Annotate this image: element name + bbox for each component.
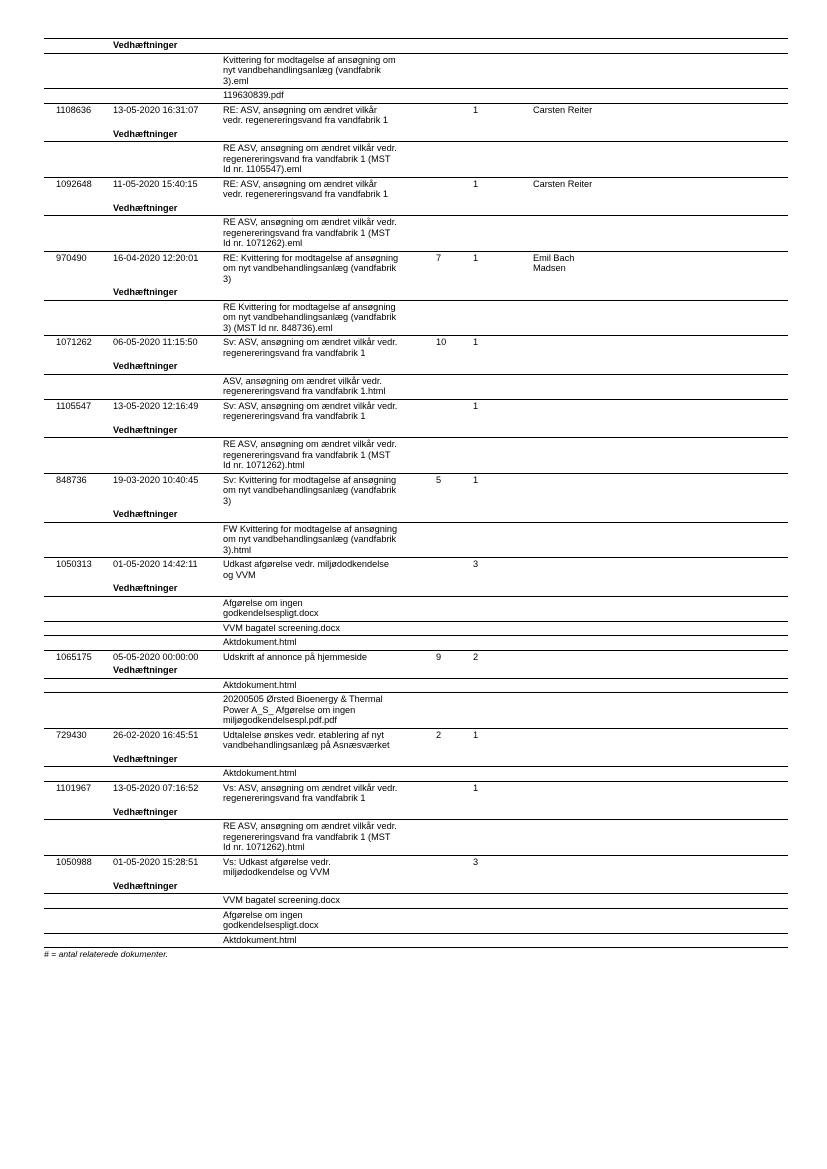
attachment-name-line: 20200505 Ørsted Bioenergy & Thermal: [223, 694, 383, 704]
record-subject: [223, 105, 388, 126]
record-subject-line: Vs: ASV, ansøgning om ændret vilkår vedr.: [223, 782, 398, 793]
attachment-name-line: Id nr. 1071262).html: [223, 460, 305, 470]
attachment-name: [223, 935, 297, 946]
attachment-name-line: 3).eml: [223, 75, 249, 86]
record-subject-line: Sv: ASV, ansøgning om ændret vilkår vedr.: [223, 337, 398, 347]
record-subject-line: RE: ASV, ansøgning om ændret vilkår: [223, 104, 377, 115]
record-id: 1065175: [56, 651, 92, 662]
record-date: 05-05-2020 00:00:00: [113, 651, 199, 662]
attachment-row: [44, 597, 788, 622]
record-row: [44, 729, 788, 753]
attachments-label: Vedhæftninger: [113, 583, 178, 593]
attachment-row: [44, 216, 788, 252]
record-subject: [223, 730, 390, 751]
record-subject-line: RE: Kvittering for modtagelse af ansøgning: [223, 252, 399, 263]
record-subject: [223, 857, 331, 878]
attachments-header-row: [44, 753, 788, 768]
attachment-row: [44, 142, 788, 178]
record-count-b: 1: [473, 178, 479, 189]
attachments-label: Vedhæftninger: [113, 880, 178, 891]
attachment-name-line: VVM bagatel screening.docx: [223, 895, 340, 905]
attachment-name-line: Aktdokument.html: [223, 637, 297, 647]
attachment-name-line: VVM bagatel screening.docx: [223, 622, 340, 633]
attachments-header-row: [44, 664, 788, 679]
attachment-name-line: Power A_S_ Afgørelse om ingen: [223, 704, 356, 715]
record-id: 970490: [56, 252, 87, 263]
record-count-a: 9: [436, 651, 442, 662]
record-row: [44, 558, 788, 582]
attachment-name-line: Aktdokument.html: [223, 679, 297, 690]
attachments-header-row: [44, 880, 788, 895]
record-count-b: 1: [473, 474, 479, 485]
attachment-name-line: nyt vandbehandlingsanlæg (vandfabrik: [223, 65, 381, 75]
attachment-name-line: ASV, ansøgning om ændret vilkår vedr.: [223, 375, 382, 386]
attachments-label: Vedhæftninger: [113, 202, 178, 213]
record-subject: [223, 401, 397, 422]
attachment-row: [44, 909, 788, 934]
record-count-b: 1: [473, 782, 479, 793]
record-subject-line: om nyt vandbehandlingsanlæg (vandfabrik: [223, 263, 397, 273]
record-name: [533, 179, 592, 190]
attachment-row: [44, 820, 788, 856]
attachment-name: [223, 524, 397, 556]
attachment-name-line: RE ASV, ansøgning om ændret vilkår vedr.: [223, 821, 397, 831]
attachment-name-line: Id nr. 1071262).eml: [223, 238, 303, 248]
attachments-label: Vedhæftninger: [113, 753, 178, 764]
attachment-name-line: regenereringsvand fra vandfabrik 1 (MST: [223, 831, 391, 842]
record-count-b: 3: [473, 856, 479, 867]
attachment-row: [44, 679, 788, 694]
attachment-name-line: 3).html: [223, 544, 252, 555]
record-name-line: Emil Bach: [533, 252, 575, 263]
record-count-b: 3: [473, 559, 479, 569]
record-subject-line: Vs: Udkast afgørelse vedr.: [223, 856, 331, 867]
attachment-name-line: regenereringsvand fra vandfabrik 1 (MST: [223, 449, 391, 460]
attachment-row: [44, 636, 788, 651]
attachments-header-row: [44, 360, 788, 375]
record-date: 06-05-2020 11:15:50: [113, 337, 198, 347]
record-row: [44, 104, 788, 128]
attachment-name: [223, 217, 397, 249]
record-date: 26-02-2020 16:45:51: [113, 729, 199, 740]
attachment-name: [223, 302, 396, 334]
record-count-b: 2: [473, 651, 479, 662]
record-date: 16-04-2020 12:20:01: [113, 252, 199, 263]
attachment-name: [223, 376, 385, 397]
record-subject-line: Udskrift af annonce på hjemmeside: [223, 651, 368, 662]
attachments-header-row: [44, 38, 788, 54]
record-subject: [223, 179, 388, 200]
attachment-name-line: regenereringsvand fra vandfabrik 1 (MST: [223, 153, 391, 164]
record-count-b: 1: [473, 252, 479, 263]
attachments-header-row: [44, 806, 788, 821]
record-name-line: Carsten Reiter: [533, 178, 593, 189]
record-row: [44, 252, 788, 287]
attachment-name: [223, 598, 319, 619]
record-date: 13-05-2020 07:16:52: [113, 782, 199, 793]
attachment-name-line: Aktdokument.html: [223, 934, 297, 945]
attachments-header-row: [44, 128, 788, 143]
attachments-header-row: [44, 202, 788, 217]
record-id: 1092648: [56, 178, 92, 189]
attachment-name-line: Kvittering for modtagelse af ansøgning om: [223, 54, 396, 65]
record-subject-line: RE: ASV, ansøgning om ændret vilkår: [223, 178, 377, 189]
attachment-name-line: om nyt vandbehandlingsanlæg (vandfabrik: [223, 534, 397, 544]
record-id: 1108636: [56, 104, 92, 115]
record-subject-line: regenereringsvand fra vandfabrik 1: [223, 411, 366, 421]
record-id: 1101967: [56, 782, 92, 793]
record-subject-line: 3): [223, 495, 232, 506]
record-row: [44, 400, 788, 424]
attachment-name: [223, 55, 396, 87]
record-name-line: Madsen: [533, 263, 566, 273]
record-count-b: 1: [473, 400, 479, 411]
attachment-row: [44, 523, 788, 559]
record-subject-line: om nyt vandbehandlingsanlæg (vandfabrik: [223, 485, 397, 495]
record-row: [44, 782, 788, 806]
attachment-name-line: RE ASV, ansøgning om ændret vilkår vedr.: [223, 439, 397, 449]
record-date: 19-03-2020 10:40:45: [113, 474, 199, 485]
attachments-label: Vedhæftninger: [113, 424, 178, 435]
attachment-row: [44, 894, 788, 909]
attachment-row: [44, 693, 788, 729]
record-id: 729430: [56, 729, 87, 740]
attachment-row: [44, 301, 788, 337]
record-subject: [223, 253, 398, 285]
attachment-name: [223, 895, 340, 906]
record-row: [44, 651, 788, 665]
record-subject: [223, 783, 397, 804]
attachments-header-row: [44, 424, 788, 439]
attachment-name-line: Aktdokument.html: [223, 768, 297, 778]
record-date: 13-05-2020 12:16:49: [113, 400, 199, 411]
attachment-row: [44, 622, 788, 637]
record-subject-line: 3): [223, 273, 232, 284]
attachment-name: [223, 143, 397, 175]
attachment-name: [223, 694, 383, 726]
record-row: [44, 336, 788, 360]
record-name: [533, 105, 592, 116]
attachment-name-line: miljøgodkendelsespl.pdf.pdf: [223, 715, 337, 725]
document-table: [44, 38, 788, 948]
record-subject: [223, 652, 367, 663]
attachments-label: Vedhæftninger: [113, 128, 178, 139]
record-count-a: 5: [436, 474, 442, 485]
record-id: 1050988: [56, 856, 92, 867]
record-count-a: 7: [436, 252, 442, 263]
attachments-label: Vedhæftninger: [113, 806, 178, 817]
attachment-name-line: FW Kvittering for modtagelse af ansøgning: [223, 523, 398, 534]
record-subject-line: Sv: ASV, ansøgning om ændret vilkår vedr.: [223, 400, 398, 411]
attachments-label: Vedhæftninger: [113, 665, 178, 675]
record-count-a: 2: [436, 729, 442, 740]
record-row: [44, 856, 788, 880]
attachment-name-line: Afgørelse om ingen: [223, 909, 303, 920]
legend-note: # = antal relaterede dokumenter.: [44, 949, 169, 959]
record-subject: [223, 559, 389, 580]
attachment-name-line: RE ASV, ansøgning om ændret vilkår vedr.: [223, 143, 397, 153]
record-row: [44, 178, 788, 202]
record-subject-line: vedr. regenereringsvand fra vandfabrik 1: [223, 189, 388, 199]
record-name: [533, 253, 574, 274]
attachment-name-line: 3) (MST Id nr. 848736).eml: [223, 322, 333, 333]
attachment-name-line: om nyt vandbehandlingsanlæg (vandfabrik: [223, 312, 397, 322]
record-count-b: 1: [473, 337, 479, 347]
attachment-row: [44, 375, 788, 400]
attachment-name: [223, 90, 284, 101]
record-count-b: 1: [473, 729, 479, 740]
attachment-name-line: RE ASV, ansøgning om ændret vilkår vedr.: [223, 217, 397, 227]
attachment-name-line: regenereringsvand fra vandfabrik 1 (MST: [223, 227, 391, 238]
record-subject-line: regenereringsvand fra vandfabrik 1: [223, 347, 366, 358]
attachments-label: Vedhæftninger: [113, 509, 178, 519]
record-subject-line: vedr. regenereringsvand fra vandfabrik 1: [223, 115, 388, 125]
attachment-name-line: Afgørelse om ingen: [223, 597, 303, 608]
record-id: 1071262: [56, 337, 92, 347]
record-subject-line: og VVM: [223, 569, 256, 580]
attachment-name-line: Id nr. 1071262).html: [223, 842, 305, 852]
attachments-header-row: [44, 286, 788, 301]
attachment-row: [44, 438, 788, 474]
record-subject-line: miljødodkendelse og VVM: [223, 867, 330, 877]
attachments-label: Vedhæftninger: [113, 40, 178, 50]
record-date: 01-05-2020 14:42:11: [113, 559, 198, 569]
attachment-name-line: 119630839.pdf: [223, 90, 284, 100]
attachment-name-line: Id nr. 1105547).eml: [223, 164, 302, 174]
attachment-row: [44, 767, 788, 782]
record-count-a: 10: [436, 337, 447, 347]
record-subject-line: vandbehandlingsanlæg på Asnæsværket: [223, 740, 390, 750]
record-date: 13-05-2020 16:31:07: [113, 104, 199, 115]
attachment-name: [223, 680, 297, 691]
attachment-name: [223, 623, 340, 634]
record-subject-line: Sv: Kvittering for modtagelse af ansøgning: [223, 474, 397, 485]
attachment-name-line: godkendelsespligt.docx: [223, 608, 319, 618]
record-count-b: 1: [473, 104, 479, 115]
attachment-name-line: RE Kvittering for modtagelse af ansøgning: [223, 301, 396, 312]
attachment-row: [44, 934, 788, 949]
record-date: 11-05-2020 15:40:15: [113, 178, 198, 189]
attachment-name: [223, 910, 319, 931]
record-name-line: Carsten Reiter: [533, 104, 593, 115]
record-row: [44, 474, 788, 509]
record-id: 1050313: [56, 559, 92, 569]
attachment-name: [223, 768, 297, 779]
record-id: 848736: [56, 474, 87, 485]
record-subject-line: Udtalelse ønskes vedr. etablering af nyt: [223, 729, 384, 740]
record-subject: [223, 475, 396, 507]
attachments-label: Vedhæftninger: [113, 361, 178, 371]
attachments-header-row: [44, 508, 788, 523]
attachment-name: [223, 821, 397, 853]
attachment-name-line: godkendelsespligt.docx: [223, 920, 319, 930]
record-subject-line: Udkast afgørelse vedr. miljødodkendelse: [223, 559, 389, 569]
record-subject-line: regenereringsvand fra vandfabrik 1: [223, 793, 366, 803]
attachments-header-row: [44, 582, 788, 597]
attachment-row: [44, 54, 788, 90]
record-date: 01-05-2020 15:28:51: [113, 856, 199, 867]
attachment-name: [223, 637, 297, 648]
record-id: 1105547: [56, 400, 92, 411]
attachment-row: [44, 89, 788, 104]
attachment-name-line: regenereringsvand fra vandfabrik 1.html: [223, 386, 386, 396]
attachment-name: [223, 439, 397, 471]
record-subject: [223, 337, 397, 358]
attachments-label: Vedhæftninger: [113, 287, 178, 297]
